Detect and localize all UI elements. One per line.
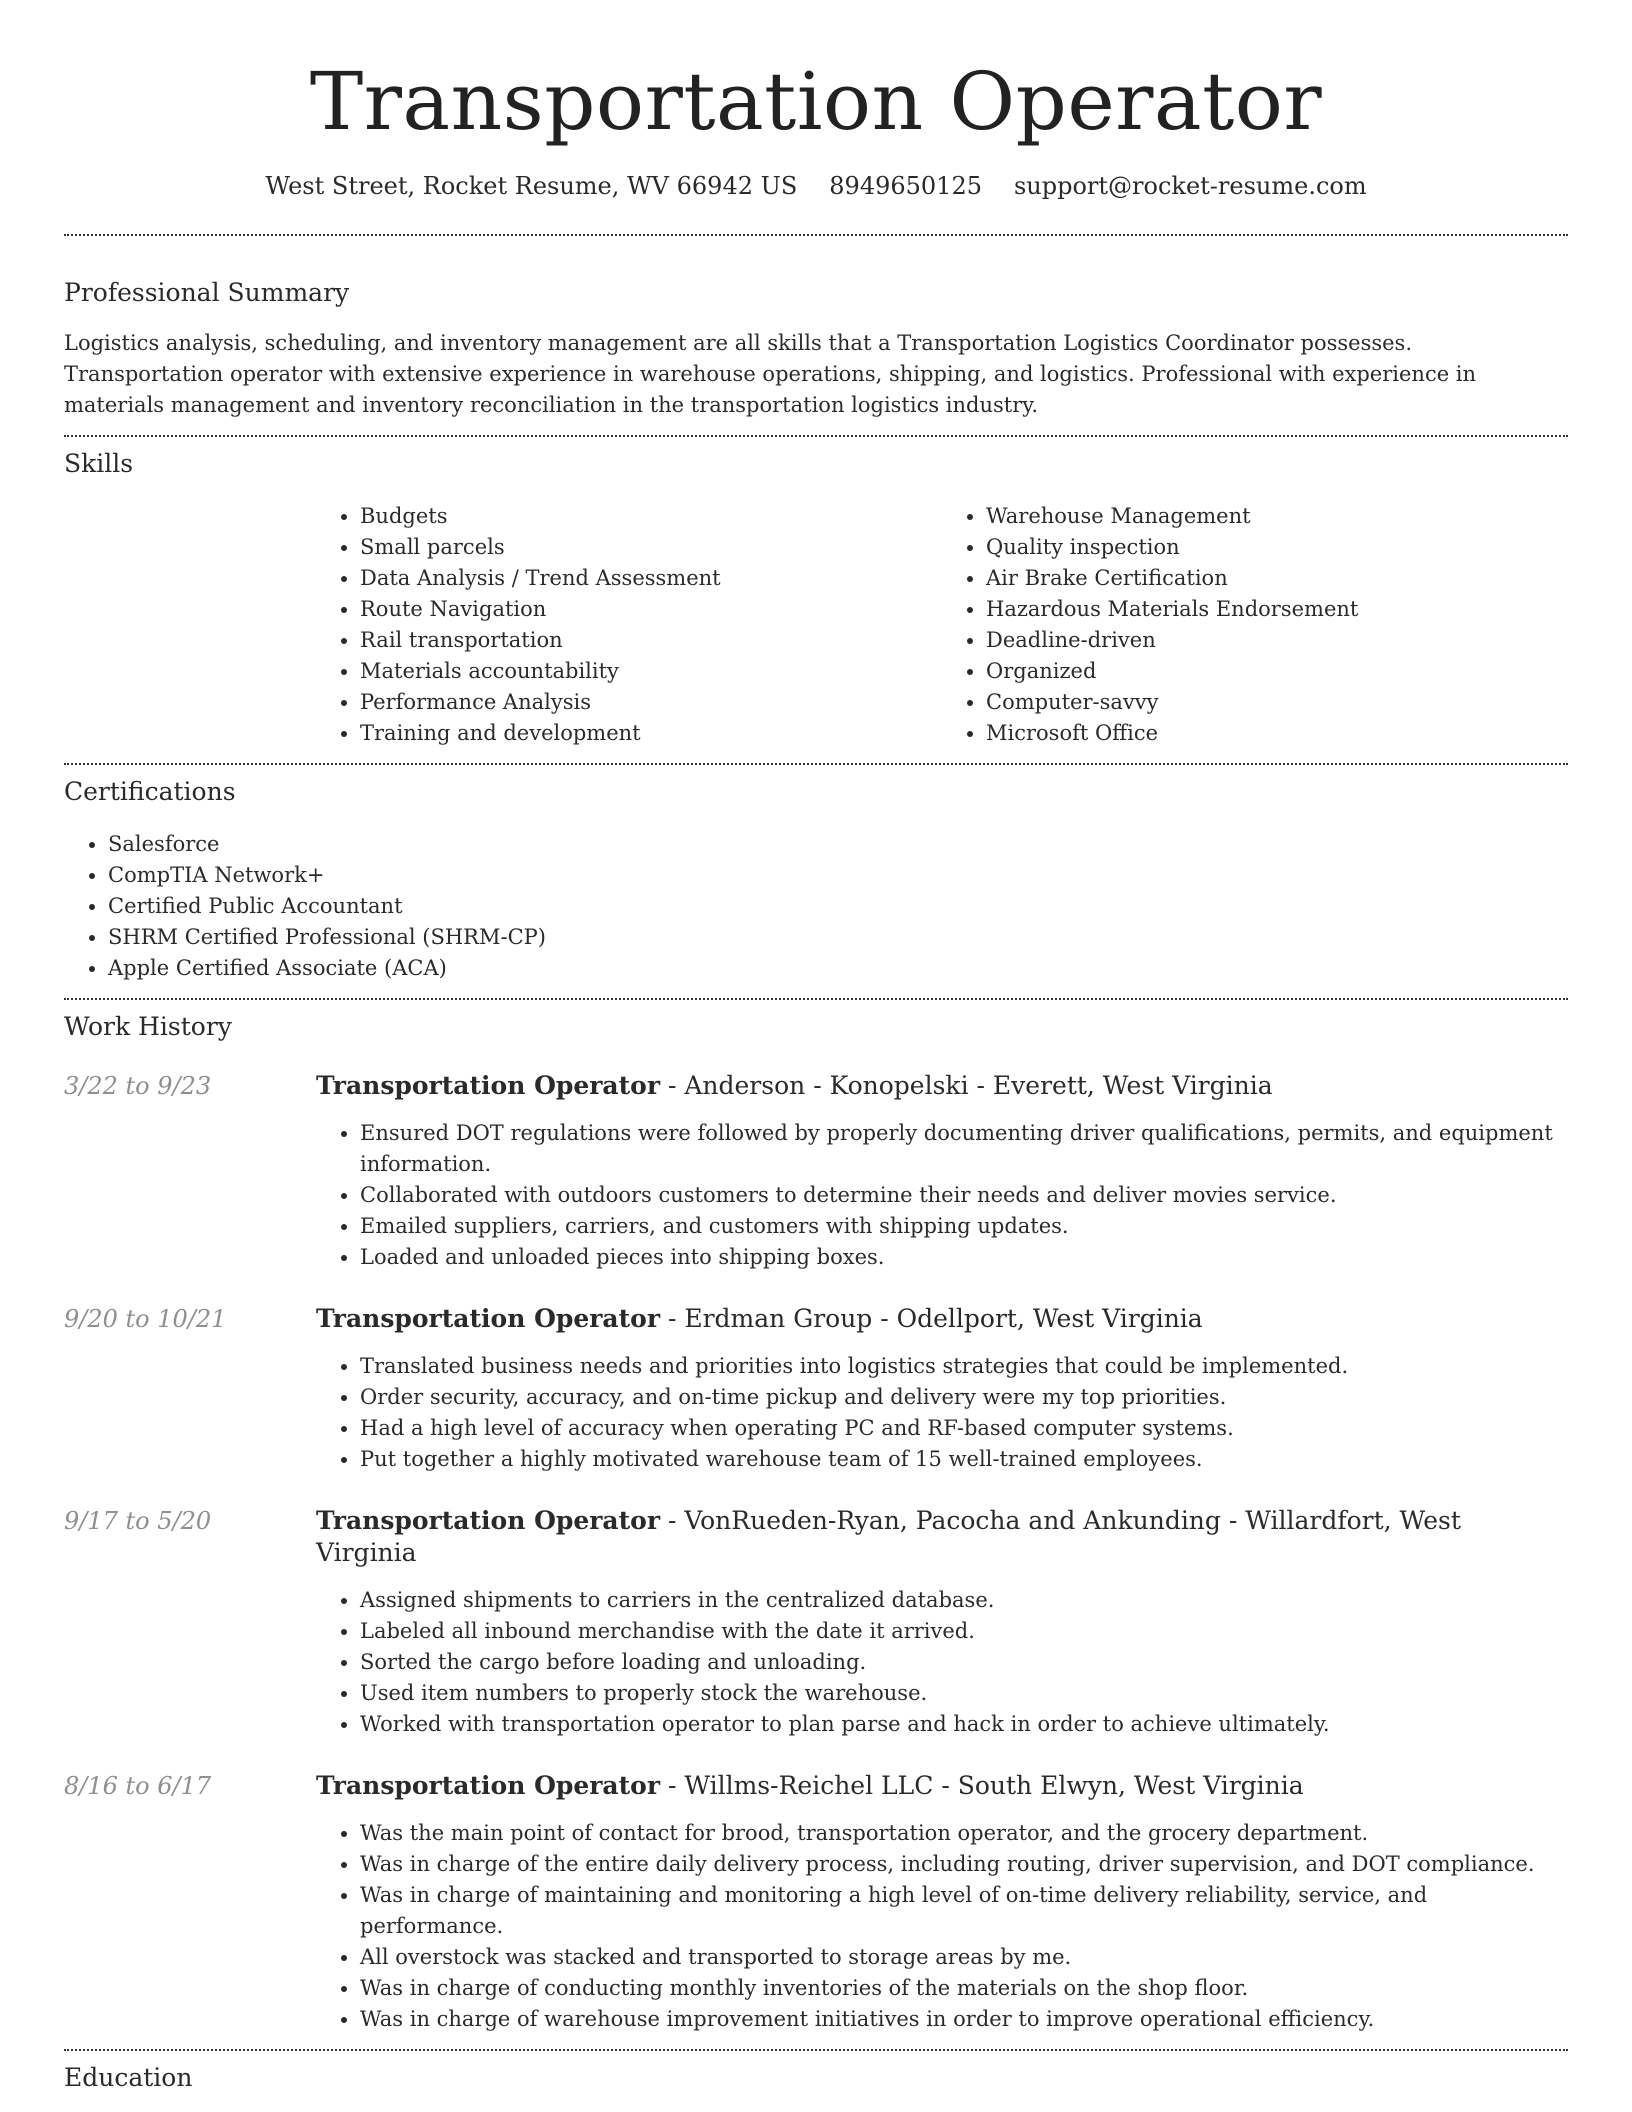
skill-item: • Warehouse Management	[986, 501, 1568, 532]
job-company: - Willms-Reichel LLC - South Elwyn, West Virginia	[660, 1771, 1304, 1800]
skill-item: • Hazardous Materials Endorsement	[986, 594, 1568, 625]
job-bullet: • All overstock was stacked and transported to storage areas by me.	[360, 1942, 1568, 1973]
job-bullet: • Had a high level of accuracy when operating PC and RF-based computer systems.	[360, 1413, 1568, 1444]
certification-item: • CompTIA Network+	[108, 860, 1568, 891]
job-title	[316, 1770, 1568, 1802]
skill-item: • Quality inspection	[986, 532, 1568, 563]
job-bullet: • Used item numbers to properly stock the warehouse.	[360, 1678, 1568, 1709]
skill-item: • Route Navigation	[360, 594, 942, 625]
certification-item: • SHRM Certified Professional (SHRM-CP)	[108, 922, 1568, 953]
contact-line	[64, 170, 1568, 202]
certifications-section	[64, 765, 1568, 998]
skill-item: • Small parcels	[360, 532, 942, 563]
summary-text: Logistics analysis, scheduling, and inventory management are all skills that a Transportation Logistics Coordinator possesses. Transportation operator with extensive experience in warehouse operations, shipping, and logistics. Professional with experience in materials management and inventory reconciliation in the transportation logistics industry.	[64, 331, 1477, 417]
skills-column-right	[942, 501, 1568, 749]
work-history-section	[64, 1000, 1568, 2049]
job-bullet: • Was in charge of warehouse improvement initiatives in order to improve operational efficiency.	[360, 2004, 1568, 2035]
job-bullet: • Sorted the cargo before loading and unloading.	[360, 1647, 1568, 1678]
job-bullet: • Ensured DOT regulations were followed by properly documenting driver qualifications, permits, and equipment information.	[360, 1118, 1568, 1180]
job-role: Transportation Operator	[316, 1304, 661, 1333]
summary-heading: Professional Summary	[64, 278, 350, 307]
skill-item: • Computer-savvy	[986, 687, 1568, 718]
job-entry	[64, 1303, 1568, 1475]
job-dates: 8/16 to 6/17	[64, 1772, 212, 1800]
job-bullet: • Loaded and unloaded pieces into shipping boxes.	[360, 1242, 1568, 1273]
certifications-heading: Certifications	[64, 777, 236, 806]
job-role: Transportation Operator	[316, 1506, 661, 1535]
skills-column-left	[316, 501, 942, 749]
certification-item: • Apple Certified Associate (ACA)	[108, 953, 1568, 984]
skill-item: • Performance Analysis	[360, 687, 942, 718]
job-bullet: • Was in charge of maintaining and monitoring a high level of on-time delivery reliability, service, and performance.	[360, 1880, 1568, 1942]
skill-item: • Organized	[986, 656, 1568, 687]
job-title	[316, 1303, 1568, 1335]
certification-item: • Certified Public Accountant	[108, 891, 1568, 922]
job-bullet: • Was in charge of conducting monthly inventories of the materials on the shop floor.	[360, 1973, 1568, 2004]
job-entry	[64, 1070, 1568, 1273]
job-bullet: • Assigned shipments to carriers in the centralized database.	[360, 1585, 1568, 1616]
skill-item: • Data Analysis / Trend Assessment	[360, 563, 942, 594]
job-role: Transportation Operator	[316, 1071, 661, 1100]
job-role: Transportation Operator	[316, 1771, 661, 1800]
job-bullet: • Translated business needs and priorities into logistics strategies that could be implemented.	[360, 1351, 1568, 1382]
job-company: - VonRueden-Ryan, Pacocha and Ankunding - Willardfort, West Virginia	[316, 1506, 1461, 1567]
job-dates: 9/17 to 5/20	[64, 1507, 212, 1535]
job-company: - Erdman Group - Odellport, West Virginia	[660, 1304, 1203, 1333]
job-entry	[64, 1770, 1568, 2035]
skills-heading: Skills	[64, 449, 134, 478]
job-bullet: • Was in charge of the entire daily delivery process, including routing, driver supervision, and DOT compliance.	[360, 1849, 1568, 1880]
job-bullet: • Put together a highly motivated warehouse team of 15 well-trained employees.	[360, 1444, 1568, 1475]
skill-item: • Training and development	[360, 718, 942, 749]
summary-section	[64, 236, 1568, 435]
job-bullets	[316, 1118, 1568, 1273]
work-history-heading: Work History	[64, 1012, 232, 1041]
contact-phone: 8949650125	[829, 172, 982, 200]
skill-item: • Deadline-driven	[986, 625, 1568, 656]
skill-item: • Rail transportation	[360, 625, 942, 656]
job-bullet: • Emailed suppliers, carriers, and customers with shipping updates.	[360, 1211, 1568, 1242]
job-title	[316, 1505, 1568, 1569]
job-bullet: • Collaborated with outdoors customers to determine their needs and deliver movies service.	[360, 1180, 1568, 1211]
job-dates: 3/22 to 9/23	[64, 1072, 212, 1100]
resume-name: Transportation Operator	[309, 55, 1323, 148]
education-heading: Education	[64, 2063, 193, 2092]
job-company: - Anderson - Konopelski - Everett, West Virginia	[660, 1071, 1273, 1100]
certification-item: • Salesforce	[108, 829, 1568, 860]
skill-item: • Materials accountability	[360, 656, 942, 687]
job-bullet: • Was the main point of contact for brood, transportation operator, and the grocery department.	[360, 1818, 1568, 1849]
job-bullet: • Labeled all inbound merchandise with the date it arrived.	[360, 1616, 1568, 1647]
certifications-list	[64, 829, 1568, 984]
job-entry	[64, 1505, 1568, 1740]
job-bullets	[316, 1818, 1568, 2035]
job-dates: 9/20 to 10/21	[64, 1305, 227, 1333]
skill-item: • Microsoft Office	[986, 718, 1568, 749]
skills-section	[64, 437, 1568, 763]
skill-item: • Air Brake Certification	[986, 563, 1568, 594]
contact-email: support@rocket-resume.com	[1013, 172, 1367, 200]
job-bullets	[316, 1585, 1568, 1740]
job-bullet: • Order security, accuracy, and on-time pickup and delivery were my top priorities.	[360, 1382, 1568, 1413]
contact-address: West Street, Rocket Resume, WV 66942 US	[265, 172, 798, 200]
skills-list	[316, 501, 1568, 749]
education-section	[64, 2051, 1568, 2095]
job-bullet: • Worked with transportation operator to plan parse and hack in order to achieve ultimately.	[360, 1709, 1568, 1740]
job-title	[316, 1070, 1568, 1102]
skill-item: • Budgets	[360, 501, 942, 532]
job-bullets	[316, 1351, 1568, 1475]
